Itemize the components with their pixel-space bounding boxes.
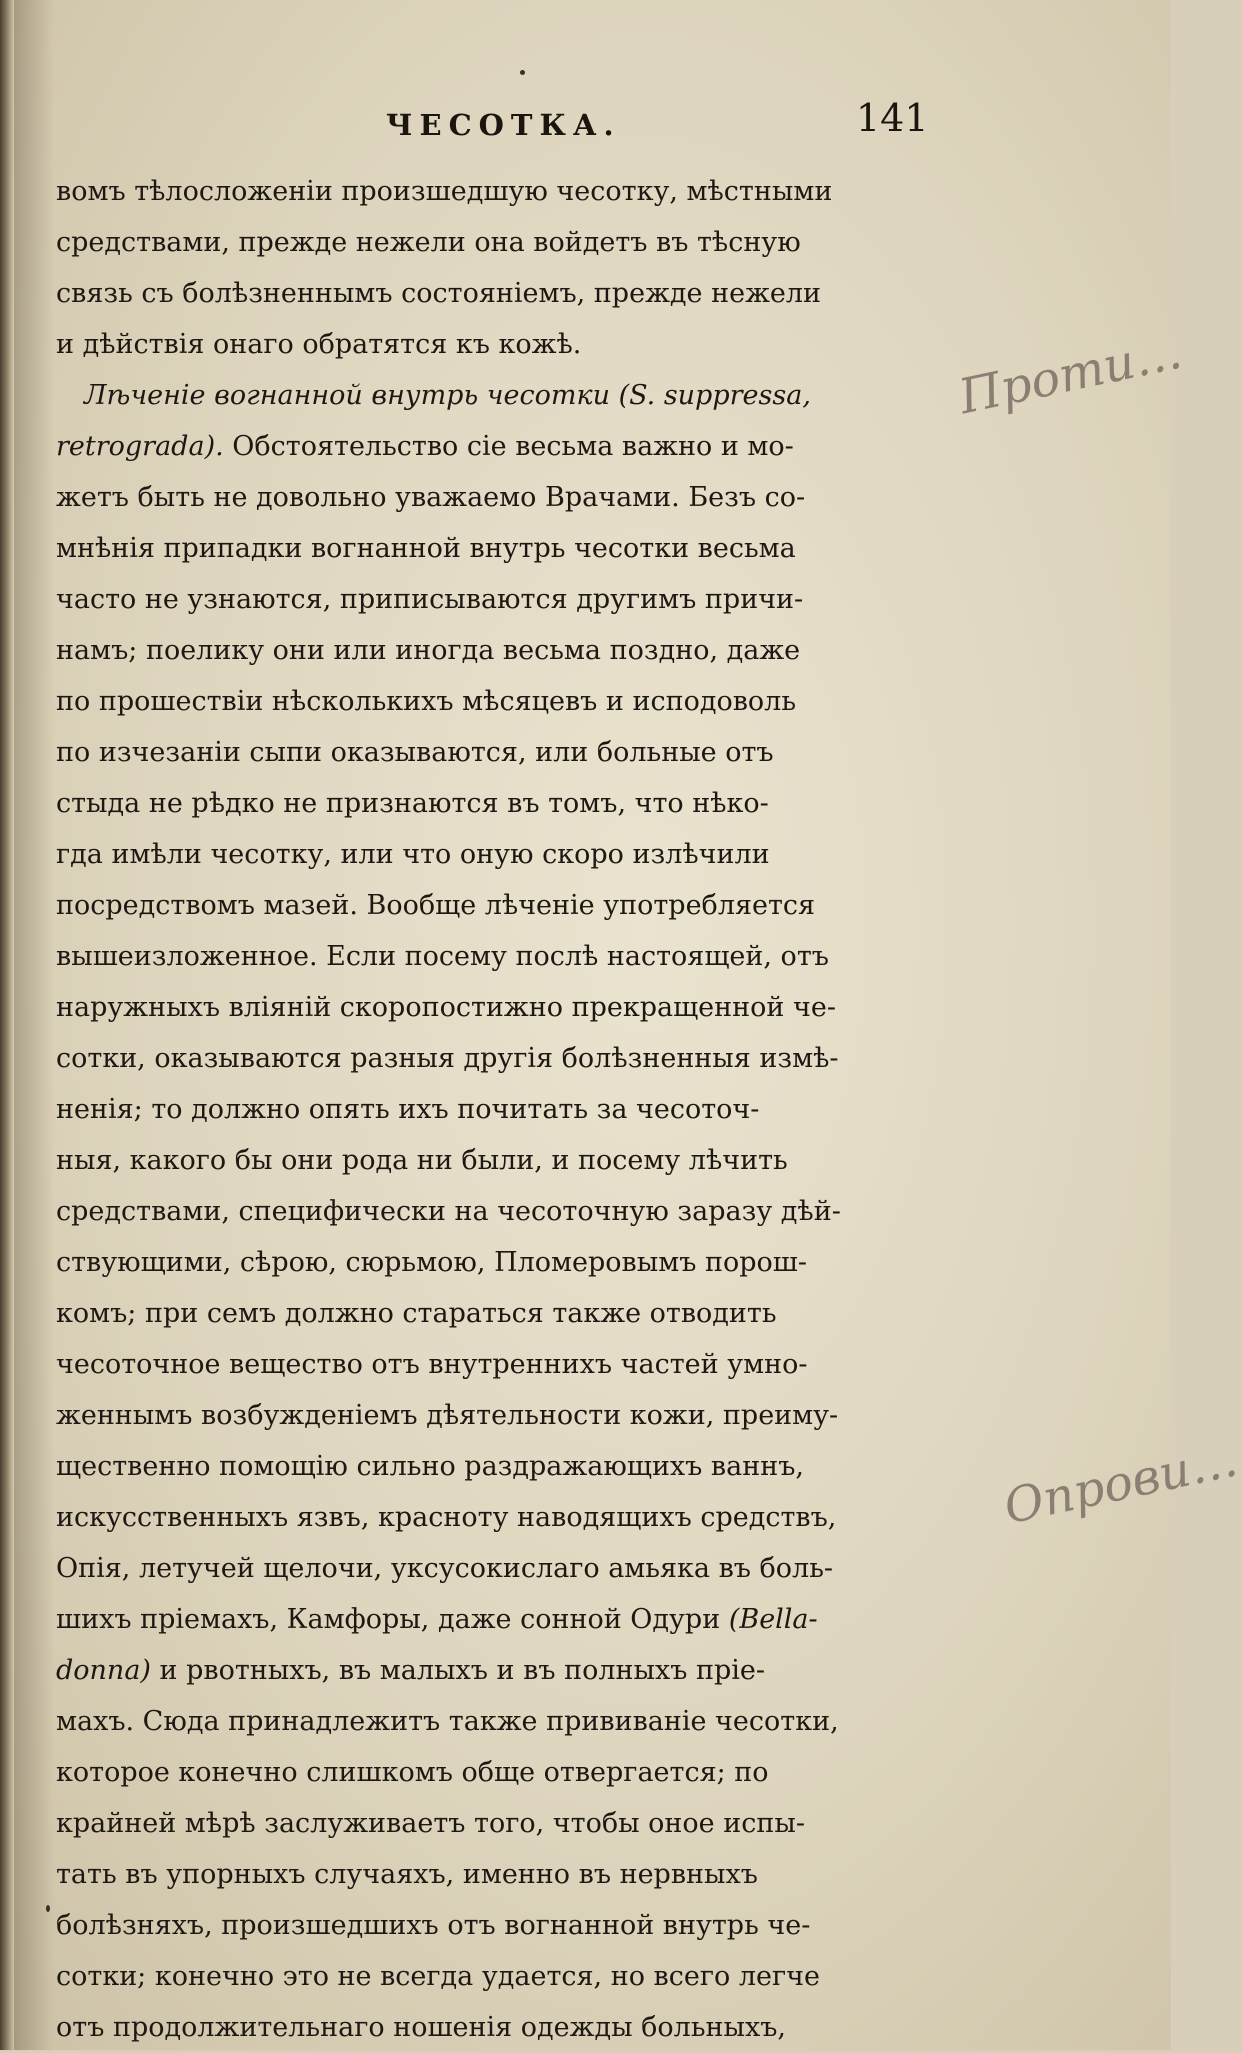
text-segment: сотки; конечно это не всегда удается, но всего легче bbox=[56, 1961, 820, 1992]
text-line bbox=[56, 1594, 936, 1645]
text-segment: жетъ быть не довольно уважаемо Врачами. Безъ со- bbox=[56, 482, 806, 513]
text-line bbox=[56, 166, 936, 217]
text-line bbox=[56, 931, 936, 982]
text-segment: по прошествіи нѣсколькихъ мѣсяцевъ и исподоволь bbox=[56, 686, 797, 717]
text-line bbox=[56, 370, 936, 421]
text-line bbox=[56, 625, 936, 676]
text-line bbox=[56, 1288, 936, 1339]
ink-speck bbox=[46, 1905, 50, 1912]
italic-text: Лѣченіе вогнанной внутрь чесотки (S. suppressa, bbox=[84, 380, 811, 411]
text-segment: по изчезаніи сыпи оказываются, или больные отъ bbox=[56, 737, 774, 768]
italic-text: donna) bbox=[56, 1655, 151, 1686]
body-text bbox=[56, 166, 936, 2053]
text-line bbox=[56, 1390, 936, 1441]
text-segment: шихъ пріемахъ, Камфоры, даже сонной Одури bbox=[56, 1604, 729, 1635]
text-segment: намъ; поелику они или иногда весьма поздно, даже bbox=[56, 635, 801, 666]
italic-text: (Bella- bbox=[728, 1604, 818, 1635]
text-segment: чесоточное вещество отъ внутреннихъ частей умно- bbox=[56, 1349, 808, 1380]
text-line bbox=[56, 1237, 936, 1288]
text-segment: крайней мѣрѣ заслуживаетъ того, чтобы оное испы- bbox=[56, 1808, 805, 1839]
text-segment: сотки, оказываются разныя другія болѣзненныя измѣ- bbox=[56, 1043, 839, 1074]
text-segment: часто не узнаются, приписываются другимъ причи- bbox=[56, 584, 804, 615]
text-line bbox=[56, 217, 936, 268]
text-line bbox=[56, 1543, 936, 1594]
text-segment: наружныхъ вліяній скоропостижно прекращенной че- bbox=[56, 992, 836, 1023]
text-segment: женнымъ возбужденіемъ дѣятельности кожи, преиму- bbox=[56, 1400, 839, 1431]
text-segment: отъ продолжительнаго ношенія одежды больныхъ, bbox=[56, 2012, 787, 2043]
page-number: 141 bbox=[856, 96, 929, 140]
text-segment: болѣзняхъ, произшедшихъ отъ вогнанной внутрь че- bbox=[56, 1910, 811, 1941]
text-line bbox=[56, 1645, 936, 1696]
text-line bbox=[56, 829, 936, 880]
text-segment: Опія, летучей щелочи, уксусокислаго амьяка въ боль- bbox=[56, 1553, 834, 1584]
page-binding-edge bbox=[0, 0, 14, 2050]
gutter-shadow bbox=[14, 0, 54, 2050]
text-line bbox=[56, 2002, 936, 2053]
text-segment: ненія; то должно опять ихъ почитать за чесоточ- bbox=[56, 1094, 760, 1125]
text-line bbox=[56, 1135, 936, 1186]
text-line bbox=[56, 982, 936, 1033]
italic-text: retrograda). bbox=[56, 431, 224, 462]
text-segment: вышеизложенное. Если посему послѣ настоящей, отъ bbox=[56, 941, 829, 972]
running-head: ЧЕСОТКА. bbox=[386, 108, 621, 142]
text-line bbox=[56, 319, 936, 370]
text-segment: мнѣнія припадки вогнанной внутрь чесотки весьма bbox=[56, 533, 796, 564]
text-line bbox=[56, 1033, 936, 1084]
text-segment: щественно помощію сильно раздражающихъ ваннъ, bbox=[56, 1451, 804, 1482]
text-line bbox=[56, 1186, 936, 1237]
text-line bbox=[56, 1747, 936, 1798]
text-segment: тать въ упорныхъ случаяхъ, именно въ нервныхъ bbox=[56, 1859, 758, 1890]
text-line bbox=[56, 421, 936, 472]
text-segment: посредствомъ мазей. Вообще лѣченіе употребляется bbox=[56, 890, 816, 921]
text-line bbox=[56, 1492, 936, 1543]
text-line bbox=[56, 523, 936, 574]
text-line bbox=[56, 778, 936, 829]
text-line bbox=[56, 1951, 936, 2002]
text-line bbox=[56, 1441, 936, 1492]
text-segment: которое конечно слишкомъ обще отвергается; по bbox=[56, 1757, 769, 1788]
text-segment: ствующими, сѣрою, сюрьмою, Пломеровымъ порош- bbox=[56, 1247, 808, 1278]
text-line bbox=[56, 1798, 936, 1849]
pencil-marginalia-lower: Опрови… bbox=[999, 1431, 1242, 1536]
text-segment: искусственныхъ язвъ, краснoту наводящихъ средствъ, bbox=[56, 1502, 837, 1533]
text-segment: средствами, специфически на чесоточную заразу дѣй- bbox=[56, 1196, 841, 1227]
text-segment: и рвотныхъ, въ малыхъ и въ полныхъ пріе- bbox=[150, 1655, 765, 1686]
text-line bbox=[56, 727, 936, 778]
text-segment: гда имѣли чесотку, или что оную скоро излѣчили bbox=[56, 839, 770, 870]
text-line bbox=[56, 880, 936, 931]
text-segment: махъ. Сюда принадлежитъ также прививаніе чесотки, bbox=[56, 1706, 839, 1737]
text-segment: связь съ болѣзненнымъ состояніемъ, прежде нежели bbox=[56, 278, 822, 309]
text-segment: средствами, прежде нежели она войдетъ въ тѣсную bbox=[56, 227, 801, 258]
ink-speck bbox=[520, 70, 525, 75]
text-segment: стыда не рѣдко не признаются въ томъ, что нѣко- bbox=[56, 788, 769, 819]
text-segment: комъ; при семъ должно стараться также отводить bbox=[56, 1298, 777, 1329]
text-line bbox=[56, 1339, 936, 1390]
text-line bbox=[56, 574, 936, 625]
text-segment: вомъ тѣлосложеніи произшедшую чесотку, мѣстными bbox=[56, 176, 833, 207]
text-line bbox=[56, 676, 936, 727]
page-header bbox=[56, 96, 936, 150]
text-line bbox=[56, 268, 936, 319]
text-line bbox=[56, 1696, 936, 1747]
text-segment: ныя, какого бы они рода ни были, и посему лѣчить bbox=[56, 1145, 788, 1176]
text-segment: и дѣйствія онаго обратятся къ кожѣ. bbox=[56, 329, 582, 360]
text-segment: Обстоятельство сіе весьма важно и мо- bbox=[223, 431, 794, 462]
text-line bbox=[56, 1900, 936, 1951]
text-line bbox=[56, 472, 936, 523]
pencil-marginalia-upper: Проти… bbox=[954, 323, 1187, 426]
text-line bbox=[56, 1849, 936, 1900]
text-line bbox=[56, 1084, 936, 1135]
